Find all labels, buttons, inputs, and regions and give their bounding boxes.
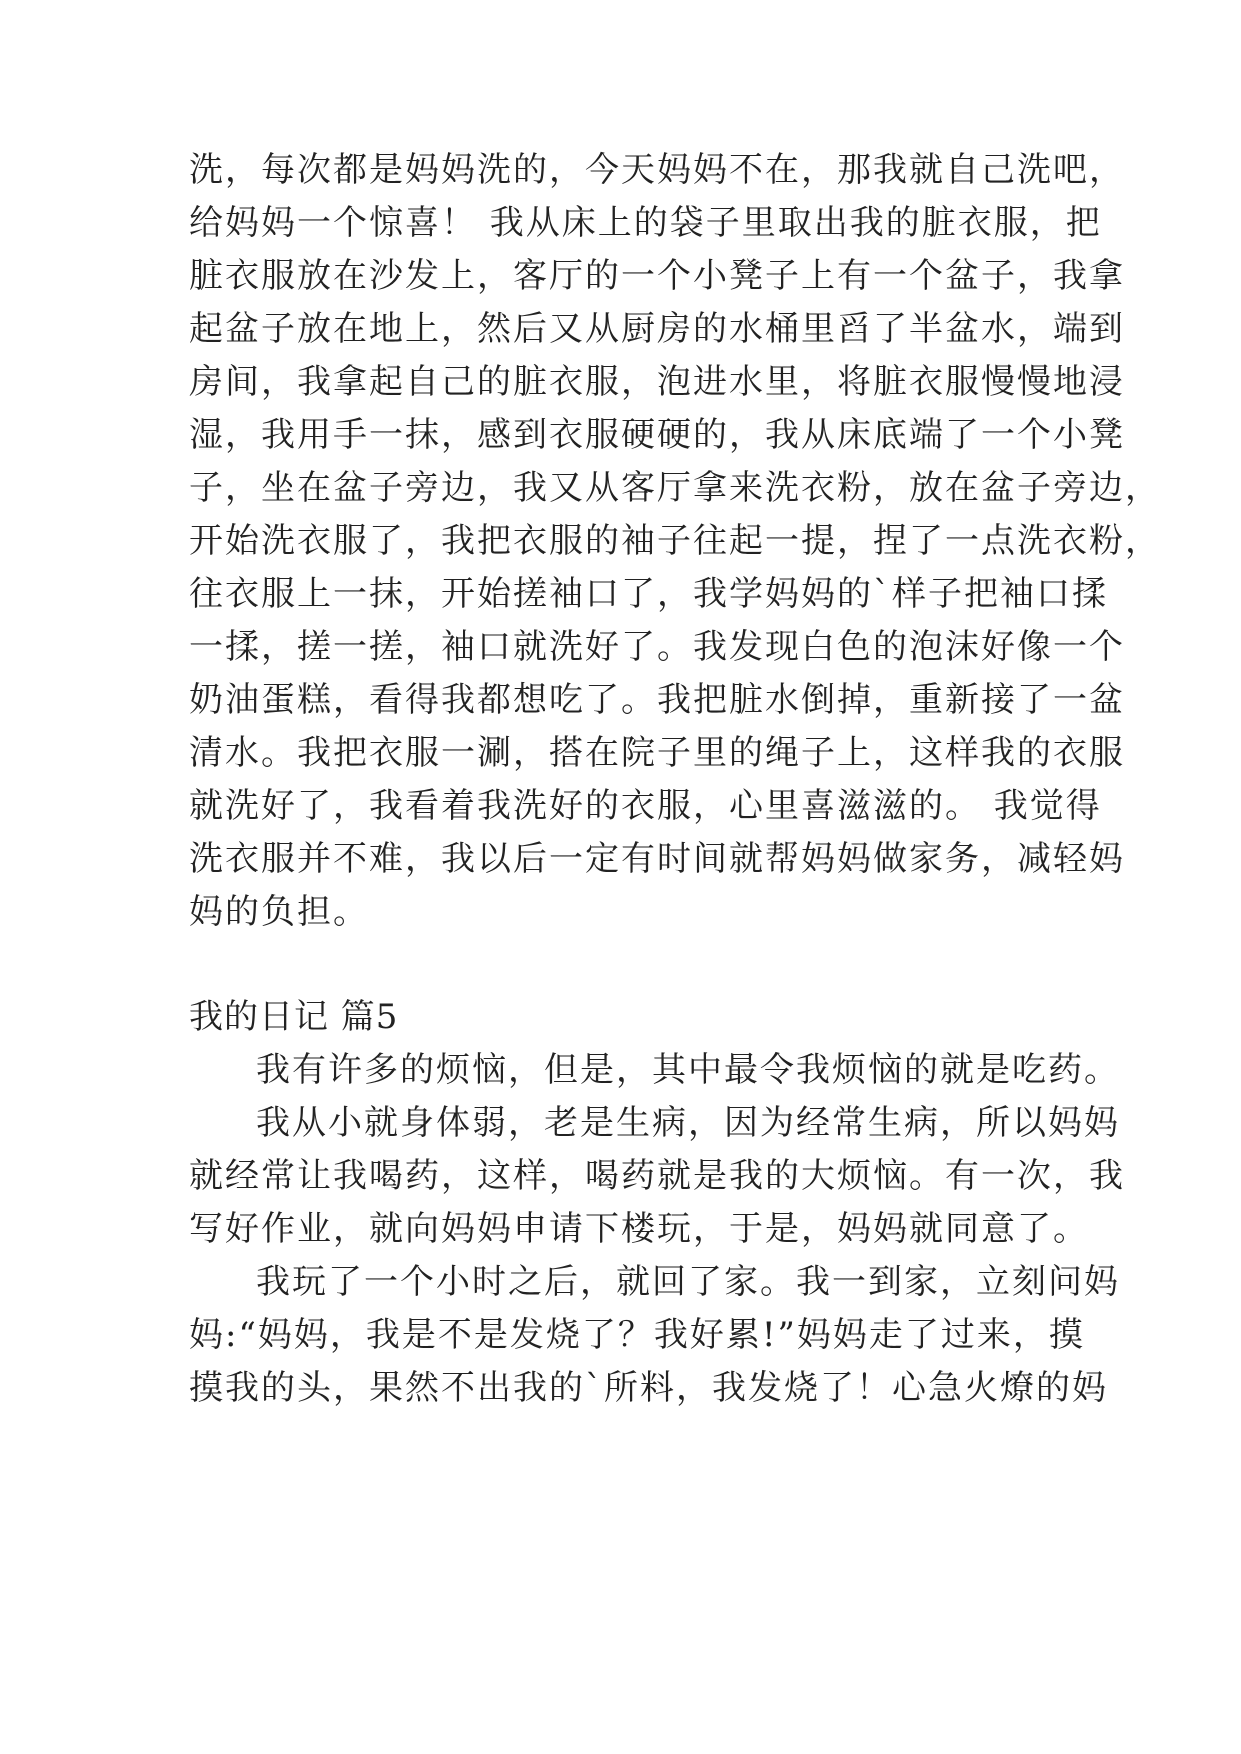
text-line: 洗衣服并不难，我以后一定有时间就帮妈妈做家务，减轻妈 [189,839,1125,879]
text-line: 妈的负担。 [189,892,369,932]
text-line: 子，坐在盆子旁边，我又从客厅拿来洗衣粉，放在盆子旁边， [189,468,1161,508]
paragraph-first-line: 我从小就身体弱，老是生病，因为经常生病，所以妈妈 [256,1103,1120,1143]
paragraph-first-line: 我玩了一个小时之后，就回了家。我一到家，立刻问妈 [256,1262,1120,1302]
text-line: 就经常让我喝药，这样，喝药就是我的大烦恼。有一次，我 [189,1156,1125,1196]
text-line: 摸我的头，果然不出我的`所料，我发烧了！心急火燎的妈 [189,1368,1108,1408]
text-line: 清水。我把衣服一涮，搭在院子里的绳子上，这样我的衣服 [189,733,1125,773]
paragraph-first-line: 我有许多的烦恼，但是，其中最令我烦恼的就是吃药。 [256,1050,1120,1090]
text-line: 脏衣服放在沙发上，客厅的一个小凳子上有一个盆子，我拿 [189,256,1125,296]
text-line: 湿，我用手一抹，感到衣服硬硬的，我从床底端了一个小凳 [189,415,1125,455]
text-line: 妈:“妈妈，我是不是发烧了？我好累!”妈妈走了过来，摸 [189,1315,1085,1355]
text-line: 写好作业，就向妈妈申请下楼玩，于是，妈妈就同意了。 [189,1209,1089,1249]
text-line: 一揉，搓一搓，袖口就洗好了。我发现白色的泡沫好像一个 [189,627,1125,667]
text-line: 起盆子放在地上，然后又从厨房的水桶里舀了半盆水，端到 [189,309,1125,349]
text-line: 奶油蛋糕，看得我都想吃了。我把脏水倒掉，重新接了一盆 [189,680,1125,720]
text-line: 洗，每次都是妈妈洗的，今天妈妈不在，那我就自己洗吧， [189,150,1125,190]
text-line: 房间，我拿起自己的脏衣服，泡进水里，将脏衣服慢慢地浸 [189,362,1125,402]
text-line: 就洗好了，我看着我洗好的衣服，心里喜滋滋的。 我觉得 [189,786,1102,826]
text-line: 给妈妈一个惊喜！ 我从床上的袋子里取出我的脏衣服，把 [189,203,1102,243]
section-heading: 我的日记 篇5 [189,997,399,1037]
text-line: 开始洗衣服了，我把衣服的袖子往起一提，捏了一点洗衣粉， [189,521,1161,561]
text-line: 往衣服上一抹，开始搓袖口了，我学妈妈的`样子把袖口揉 [189,574,1108,614]
